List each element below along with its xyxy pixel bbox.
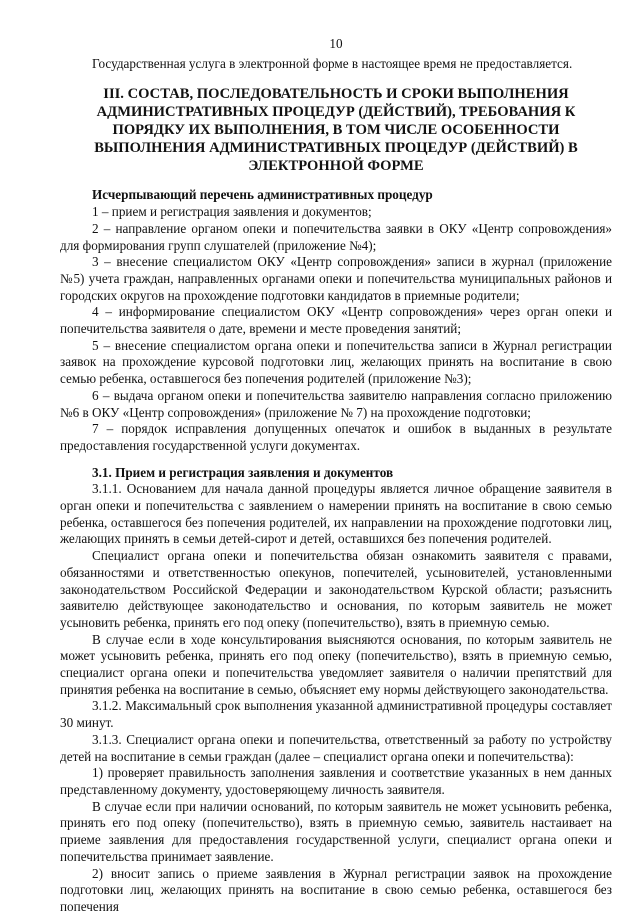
document-page bbox=[60, 36, 612, 916]
section-title: III. СОСТАВ, ПОСЛЕДОВАТЕЛЬНОСТЬ И СРОКИ ВЫПОЛНЕНИЯ АДМИНИСТРАТИВНЫХ ПРОЦЕДУР (ДЕЙСТВИЙ), ТРЕБОВАНИЯ К ПОРЯДКУ ИХ ВЫПОЛНЕНИЯ, В ТОМ ЧИСЛЕ ОСОБЕННОСТИ ВЫПОЛНЕНИЯ АДМИНИСТРАТИВНЫХ ПРОЦЕДУР (ДЕЙСТВИЙ) В ЭЛЕКТРОННОЙ ФОРМЕ bbox=[94, 86, 578, 174]
procedure-item-6: 6 – выдача органом опеки и попечительства заявителю направления согласно приложению №6 в ОКУ «Центр сопровождения» (приложение № 7) на прохождение подготовки; bbox=[60, 387, 612, 420]
procedures-heading: Исчерпывающий перечень административных процедур bbox=[92, 187, 433, 203]
paragraph-3-1-1: 3.1.1. Основанием для начала данной процедуры является личное обращение заявителя в орган опеки и попечительства с заявлением о намерении принять на воспитание в свою семью ребенка, оставшегося без попечения родителей, их направлении на прохождение подготовки лиц, желающих принять в семьи детей-сирот и детей, оставшихся без попечения родителей. bbox=[60, 481, 612, 547]
paragraph-step-1: 1) проверяет правильность заполнения заявления и соответствие указанных в нем данных представленному документу, удостоверяющему личность заявителя. bbox=[60, 765, 612, 797]
procedure-item-3: 3 – внесение специалистом ОКУ «Центр сопровождения» записи в журнал (приложение №5) учета граждан, направленных органами опеки и попечительства муниципальных районов и городских округов на прохождение подготовки кандидатов в приемные родители; bbox=[60, 254, 612, 303]
paragraph-3-1-2: 3.1.2. Максимальный срок выполнения указанной административной процедуры составляет 30 минут. bbox=[60, 698, 612, 731]
subsection-heading: 3.1. Прием и регистрация заявления и документов bbox=[92, 464, 394, 480]
page-number: 10 bbox=[329, 36, 343, 51]
procedure-item-2: 2 – направление органом опеки и попечительства заявки в ОКУ «Центр сопровождения» для формирования групп слушателей (приложение №4); bbox=[60, 220, 612, 253]
paragraph-insist-case: В случае если при наличии оснований, по которым заявитель не может усыновить ребенка, принять его под опеку (попечительство), взять в приемную семью, заявитель настаивает на приеме заявления для предоставления государственной услуги, специалист органа опеки и попечительства принимает заявление. bbox=[60, 798, 612, 864]
procedure-item-1: 1 – прием и регистрация заявления и документов; bbox=[92, 204, 372, 220]
paragraph-consultation-grounds: В случае если в ходе консультирования выясняются основания, по которым заявитель не может усыновить ребенка, принять его под опеку (попечительство), взять в приемную семью, специалист органа опеки и попечительства уведомляет заявителя о наличии препятствий для принятия ребенка на воспитание в семью, объясняет ему нормы действующего законодательства. bbox=[60, 631, 612, 697]
procedure-item-5: 5 – внесение специалистом органа опеки и попечительства записи в Журнал регистрации заявок на прохождение курсовой подготовки лиц, желающих принять на воспитание в свою семью ребенка, оставшегося без попечения родителей (приложение №3); bbox=[60, 337, 612, 387]
procedure-item-4: 4 – информирование специалистом ОКУ «Центр сопровождения» через орган опеки и попечительства заявителя о дате, времени и месте проведения занятий; bbox=[60, 304, 612, 337]
paragraph-3-1-3: 3.1.3. Специалист органа опеки и попечительства, ответственный за работу по устройству детей на воспитание в семьи граждан (далее – специалист органа опеки и попечительства): bbox=[60, 731, 612, 764]
paragraph-step-2: 2) вносит запись о приеме заявления в Журнал регистрации заявок на прохождение подготовки лиц, желающих принять на воспитание в свою семью ребенка, оставшегося без попечения bbox=[60, 865, 612, 914]
paragraph-specialist-duties: Специалист органа опеки и попечительства обязан ознакомить заявителя с правами, обязанностями и ответственностью опекунов, попечителей, усыновителей, установленными законодательством Российской Федерации и законодательством Курской области; разъяснить заявителю действующее законодательство и основания, по которым заявитель не может усыновить ребенка, принять его под опеку (попечительство), взять в приемную семью. bbox=[60, 548, 612, 630]
intro-line: Государственная услуга в электронной форме в настоящее время не предоставляется. bbox=[92, 55, 573, 71]
procedure-item-7: 7 – порядок исправления допущенных опечаток и ошибок в выданных в результате предоставления государственной услуги документах. bbox=[60, 421, 612, 453]
